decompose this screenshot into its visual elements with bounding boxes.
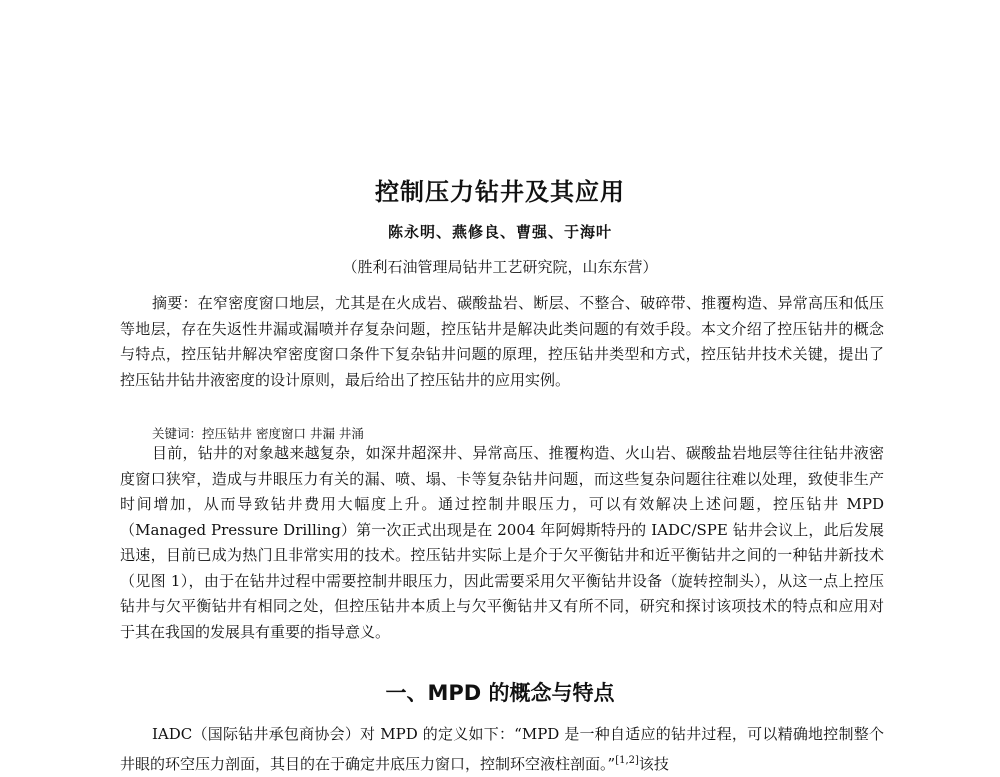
keywords: 关键词：控压钻井 密度窗口 井漏 井涌 (152, 426, 364, 441)
paper-title: 控制压力钻井及其应用 (375, 178, 625, 206)
citation-ref: [1,2] (615, 754, 639, 766)
section-paragraph (120, 722, 884, 777)
affiliation: （胜利石油管理局钻井工艺研究院，山东东营） (342, 258, 658, 276)
abstract: 摘要：在窄密度窗口地层，尤其是在火成岩、碳酸盐岩、断层、不整合、破碎带、推覆构造、异常高压和低压等地层，存在失返性井漏或漏喷并存复杂问题，控压钻井是解决此类问题的有效手段。本文介绍了控压钻井的概念与特点，控压钻井解决窄密度窗口条件下复杂钻井问题的原理，控压钻井类型和方式，控压钻井技术关键，提出了控压钻井钻井液密度的设计原则，最后给出了控压钻井的应用实例。 (120, 294, 884, 389)
section-paragraph-text: IADC（国际钻井承包商协会）对 MPD 的定义如下：“MPD 是一种自适应的钻井过程，可以精确地控制整个井眼的环空压力剖面，其目的在于确定井底压力窗口，控制环空液柱剖面。” (120, 725, 884, 773)
section-heading: 一、MPD 的概念与特点 (385, 681, 615, 705)
intro-paragraph: 目前，钻井的对象越来越复杂，如深井超深井、异常高压、推覆构造、火山岩、碳酸盐岩地层等往往钻井液密度窗口狭窄，造成与井眼压力有关的漏、喷、塌、卡等复杂钻井问题，而这些复杂问题往往难以处理，致使非生产时间增加，从而导致钻井费用大幅度上升。通过控制井眼压力，可以有效解决上述问题，控压钻井 MPD（Managed Pressure Drilling）第一次正式出现是在 2004 年阿姆斯特丹的 IADC/SPE 钻井会议上，此后发展迅速，目前已成为热门且非常实用的技术。控压钻井实际上是介于欠平衡钻井和近平衡钻井之间的一种钻井新技术（见图 1），由于在钻井过程中需要控制井眼压力，因此需要采用欠平衡钻井设备（旋转控制头），从这一点上控压钻井与欠平衡钻井有相同之处，但控压钻井本质上与欠平衡钻井又有所不同，研究和探讨该项技术的特点和应用对于其在我国的发展具有重要的指导意义。 (120, 444, 884, 641)
section-paragraph-tail: 该技 (638, 754, 669, 773)
author-list: 陈永明、燕修良、曹强、于海叶 (387, 223, 612, 241)
